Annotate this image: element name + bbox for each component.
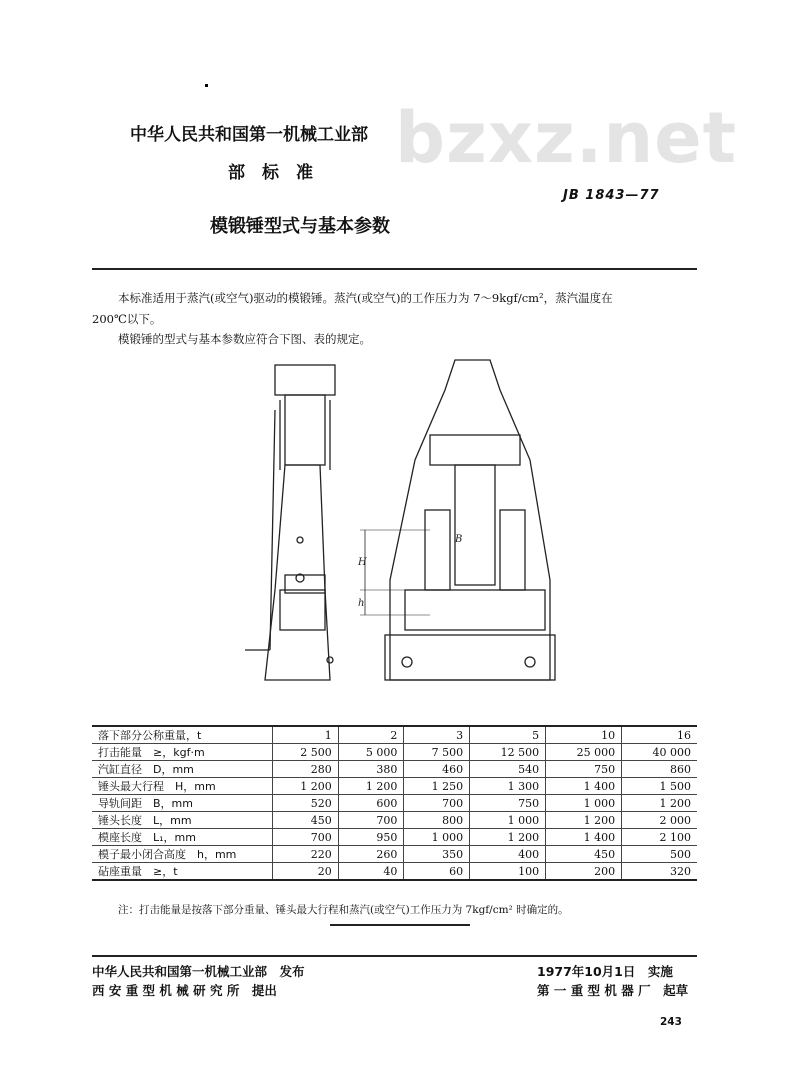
cell-value: 800: [404, 812, 470, 829]
cell-value: 600: [338, 795, 404, 812]
issuer: 中华人民共和国第一机械工业部 发布: [92, 964, 305, 979]
page-number: 243: [660, 1016, 682, 1028]
effective-date: 1977年10月1日 实施: [537, 964, 673, 979]
cell-value: 1 400: [546, 778, 622, 795]
cell-value: 10: [546, 726, 622, 744]
front-view: [360, 360, 555, 680]
proposer: 西 安 重 型 机 械 研 究 所 提出: [92, 983, 277, 998]
cell-value: 1 000: [470, 812, 546, 829]
cell-value: 3: [404, 726, 470, 744]
cell-value: 280: [273, 761, 339, 778]
cell-value: 200: [546, 863, 622, 881]
row-label: 打击能量 ≥，kgf·m: [92, 744, 273, 761]
cell-value: 500: [622, 846, 697, 863]
cell-value: 260: [338, 846, 404, 863]
cell-value: 450: [546, 846, 622, 863]
cell-value: 2 500: [273, 744, 339, 761]
parameters-table: [92, 725, 697, 881]
cell-value: 2 100: [622, 829, 697, 846]
paragraph-1-line-2: 200℃以下。: [92, 312, 162, 326]
standard-type: 部 标 准: [228, 163, 313, 183]
label-H: H: [358, 557, 367, 568]
cell-value: 1 300: [470, 778, 546, 795]
document-title: 模锻锤型式与基本参数: [210, 216, 390, 237]
table-row: [92, 744, 697, 761]
table-row: [92, 846, 697, 863]
cell-value: 700: [338, 812, 404, 829]
cell-value: 750: [546, 761, 622, 778]
label-h: h: [358, 598, 365, 609]
cell-value: 2: [338, 726, 404, 744]
table-row: [92, 829, 697, 846]
cell-value: 1 400: [546, 829, 622, 846]
standard-code: JB 1843—77: [563, 188, 660, 203]
cell-value: 2 000: [622, 812, 697, 829]
footer-divider: [92, 955, 697, 957]
cell-value: 1 200: [273, 778, 339, 795]
cell-value: 5: [470, 726, 546, 744]
row-label: 导轨间距 B，mm: [92, 795, 273, 812]
side-view: [245, 365, 335, 680]
cell-value: 40 000: [622, 744, 697, 761]
end-line: [330, 924, 470, 926]
row-label: 锤头长度 L，mm: [92, 812, 273, 829]
cell-value: 7 500: [404, 744, 470, 761]
cell-value: 860: [622, 761, 697, 778]
cell-value: 1 200: [338, 778, 404, 795]
paragraph-1-line-1: 本标准适用于蒸汽(或空气)驱动的模锻锤。蒸汽(或空气)的工作压力为 7～9kgf/cm²，蒸汽温度在: [118, 291, 613, 305]
cell-value: 950: [338, 829, 404, 846]
cell-value: 320: [622, 863, 697, 881]
table-row: [92, 761, 697, 778]
table-row: [92, 812, 697, 829]
header-divider: [92, 268, 697, 270]
cell-value: 25 000: [546, 744, 622, 761]
cell-value: 700: [273, 829, 339, 846]
watermark: bzxz.net: [395, 97, 738, 179]
cell-value: 220: [273, 846, 339, 863]
row-label: 砧座重量 ≥，t: [92, 863, 273, 881]
cell-value: 12 500: [470, 744, 546, 761]
cell-value: 1 250: [404, 778, 470, 795]
cell-value: 380: [338, 761, 404, 778]
dot-mark: [205, 84, 208, 87]
cell-value: 1 500: [622, 778, 697, 795]
table-row: [92, 726, 697, 744]
row-label: 锤头最大行程 H，mm: [92, 778, 273, 795]
cell-value: 5 000: [338, 744, 404, 761]
cell-value: 16: [622, 726, 697, 744]
cell-value: 460: [404, 761, 470, 778]
table-note: 注：打击能量是按落下部分重量、锤头最大行程和蒸汽(或空气)工作压力为 7kgf/cm² 时确定的。: [118, 904, 569, 916]
table-row: [92, 795, 697, 812]
row-label: 模子最小闭合高度 h，mm: [92, 846, 273, 863]
row-label: 汽缸直径 D，mm: [92, 761, 273, 778]
cell-value: 1 000: [404, 829, 470, 846]
drafter: 第 一 重 型 机 器 厂 起草: [537, 983, 689, 998]
cell-value: 450: [273, 812, 339, 829]
table-row: [92, 778, 697, 795]
cell-value: 400: [470, 846, 546, 863]
cell-value: 20: [273, 863, 339, 881]
hammer-drawing: [230, 350, 580, 710]
label-B: B: [455, 534, 463, 545]
table-row: [92, 863, 697, 881]
cell-value: 350: [404, 846, 470, 863]
cell-value: 100: [470, 863, 546, 881]
cell-value: 750: [470, 795, 546, 812]
row-label: 模座长度 L₁，mm: [92, 829, 273, 846]
row-label: 落下部分公称重量，t: [92, 726, 273, 744]
cell-value: 1 000: [546, 795, 622, 812]
cell-value: 1 200: [622, 795, 697, 812]
cell-value: 520: [273, 795, 339, 812]
cell-value: 40: [338, 863, 404, 881]
ministry-name: 中华人民共和国第一机械工业部: [130, 125, 368, 145]
cell-value: 60: [404, 863, 470, 881]
cell-value: 1: [273, 726, 339, 744]
cell-value: 1 200: [470, 829, 546, 846]
paragraph-2: 模锻锤的型式与基本参数应符合下图、表的规定。: [118, 332, 371, 346]
cell-value: 700: [404, 795, 470, 812]
cell-value: 540: [470, 761, 546, 778]
cell-value: 1 200: [546, 812, 622, 829]
